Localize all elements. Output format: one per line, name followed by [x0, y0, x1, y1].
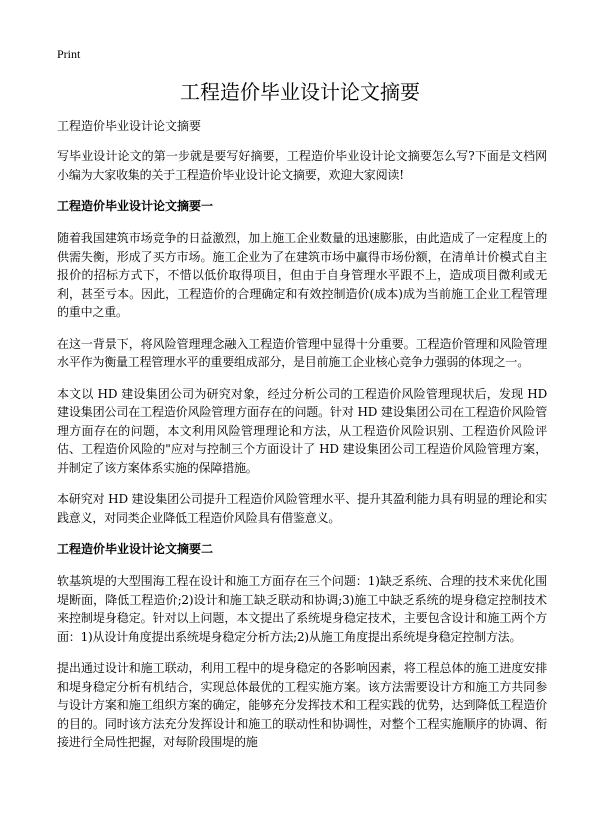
- section-abstract-1: [57, 197, 547, 527]
- paragraph: 提出通过设计和施工联动，利用工程中的堤身稳定的各影响因素，将工程总体的施工进度安排和堤身稳定分析有机结合，实现总体最优的工程实施方案。该方法需要设计方和施工方共同参与设计方案和施工组织方案的确定，能够充分发挥技术和工程实践的优势，达到降低工程造价的目的。同时该方法充分发挥设计和施工的联动性和协调性，对整个工程实施顺序的协调、衔接进行全局性把握，对每阶段围堤的施: [57, 661, 547, 749]
- document-body: [57, 117, 547, 765]
- paragraph: 在这一背景下，将风险管理理念融入工程造价管理中显得十分重要。工程造价管理和风险管理水平作为衡量工程管理水平的重要组成部分，是目前施工企业核心竞争力强弱的体现之一。: [57, 336, 547, 369]
- section-abstract-2: [57, 540, 547, 752]
- document-subtitle: 工程造价毕业设计论文摘要: [57, 119, 202, 133]
- paragraph: 本文以 HD 建设集团公司为研究对象，经过分析公司的工程造价风险管理现状后，发现 HD 建设集团公司在工程造价风险管理方面存在的问题。针对 HD 建设集团公司在工程造价风险管理方面存在的问题，本文利用风险管理理论和方法，从工程造价风险识别、工程造价风险评估、工程造价风险的"应对与控制三个方面设计了 HD 建设集团公司工程造价风险管理方案，并制定了该方案体系实施的保障措施。: [57, 386, 547, 475]
- paragraph: 随着我国建筑市场竞争的日益激烈，加上施工企业数量的迅速膨胀，由此造成了一定程度上的供需失衡，形成了买方市场。施工企业为了在建筑市场中赢得市场份额，在清单计价模式自主报价的招标方式下，不惜以低价取得项目，但由于自身管理水平跟不上，造成项目微利或无利，甚至亏本。因此，工程造价的合理确定和有效控制造价(成本)成为当前施工企业工程管理的重中之重。: [57, 231, 547, 319]
- print-link[interactable]: Print: [57, 47, 81, 61]
- intro-paragraph: 写毕业设计论文的第一步就是要写好摘要，工程造价毕业设计论文摘要怎么写?下面是文档网小编为大家收集的关于工程造价毕业设计论文摘要，欢迎大家阅读!: [57, 149, 547, 182]
- section-heading: 工程造价毕业设计论文摘要一: [57, 199, 214, 213]
- paragraph: 软基筑堤的大型围海工程在设计和施工方面存在三个问题：1)缺乏系统、合理的技术来优化围堤断面，降低工程造价;2)设计和施工缺乏联动和协调;3)施工中缺乏系统的堤身稳定控制技术来控制堤身稳定。针对以上问题，本文提出了系统堤身稳定技术，主要包含设计和施工两个方面：1)从设计角度提出系统堤身稳定分析方法;2)从施工角度提出系统堤身稳定控制方法。: [57, 574, 547, 644]
- section-heading: 工程造价毕业设计论文摘要二: [57, 542, 214, 556]
- paragraph: 本研究对 HD 建设集团公司提升工程造价风险管理水平、提升其盈利能力具有明显的理论和实践意义，对同类企业降低工程造价风险具有借鉴意义。: [57, 492, 547, 525]
- page-title: 工程造价毕业设计论文摘要: [180, 80, 420, 104]
